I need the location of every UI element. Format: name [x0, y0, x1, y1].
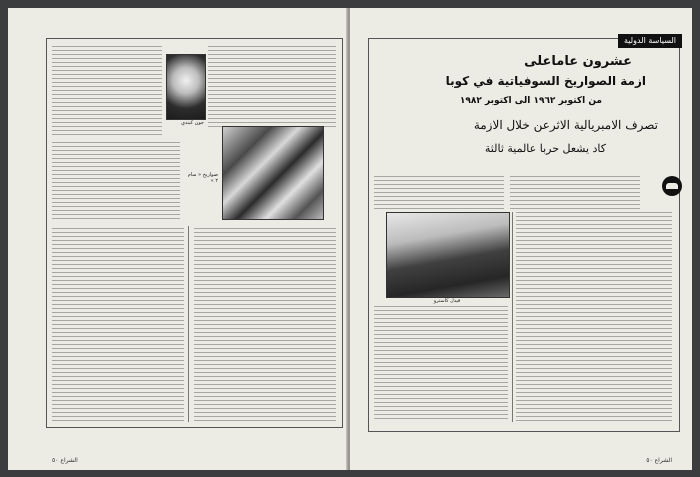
right-text-col-left: [374, 306, 508, 422]
left-column-rule: [188, 226, 189, 422]
article-subtitle2: كاد يشعل حربا عالمية ثالثة: [484, 142, 606, 155]
section-tag: السياسة الدولية: [618, 34, 682, 48]
left-folio: الشراع ٥٠: [52, 457, 78, 464]
castro-caption: فيدل كاسترو: [433, 298, 461, 304]
right-text-upper-middle: [510, 176, 640, 210]
right-text-col-right: [516, 212, 672, 422]
kennedy-caption: جون كيندي: [181, 120, 204, 126]
right-folio: الشراع ٥٠: [646, 457, 672, 464]
missiles-caption: صواريخ « سام ٢ »: [187, 172, 218, 184]
magazine-logo-icon: [662, 176, 682, 196]
article-title-line1: عشرون عاماعلى: [524, 54, 632, 69]
castro-photo: [386, 212, 510, 298]
left-text-top-right: [208, 46, 336, 130]
article-subtitle: تصرف الامبريالية الاثرعن خلال الازمة: [473, 118, 658, 132]
left-text-top-left: [52, 46, 162, 138]
article-title-line2: ازمة الصواريخ السوفياتية في كوبا: [445, 74, 646, 88]
article-date-range: من اكتوبر ١٩٦٢ الى اكتوبر ١٩٨٢: [459, 96, 602, 106]
left-text-bottom-left: [52, 228, 184, 422]
kennedy-photo: [166, 54, 206, 120]
right-page: [350, 8, 692, 470]
right-text-upper-left: [374, 176, 504, 210]
left-page: [8, 8, 349, 470]
left-text-mid-left: [52, 142, 180, 222]
magazine-spread: [8, 8, 692, 470]
missiles-photo: [222, 126, 324, 220]
left-text-bottom-right: [194, 228, 336, 422]
right-column-rule: [512, 212, 513, 422]
